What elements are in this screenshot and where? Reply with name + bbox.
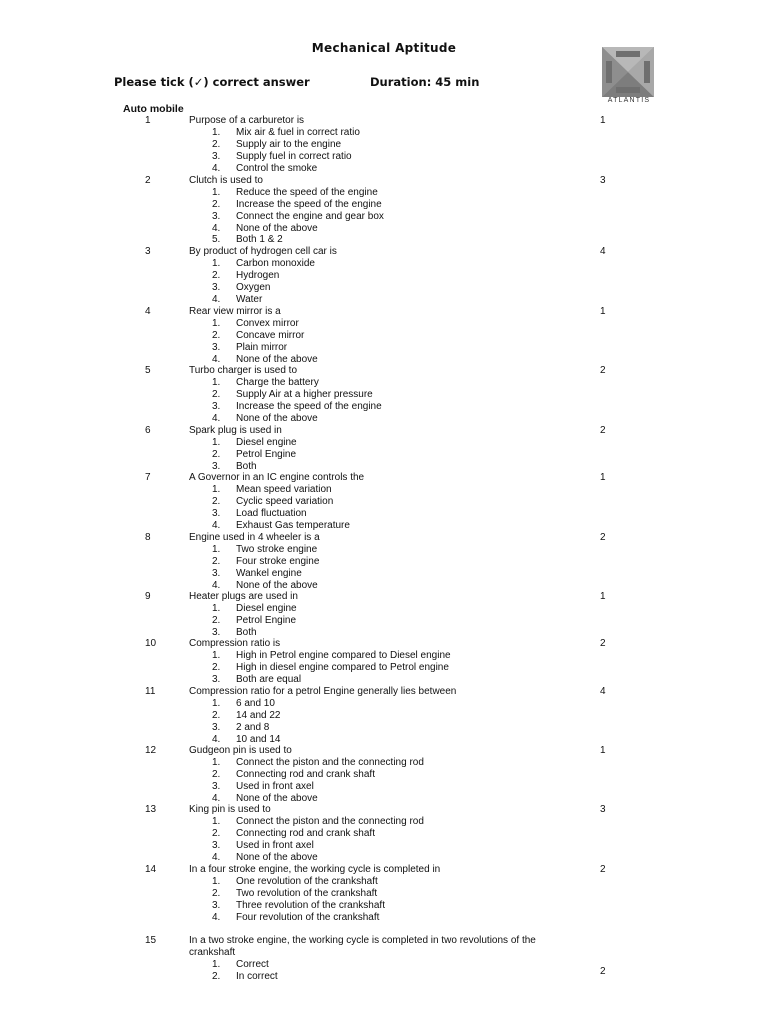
question-text: Engine used in 4 wheeler is a xyxy=(189,532,320,543)
option-number: 2. xyxy=(212,448,221,460)
question-text: Heater plugs are used in xyxy=(189,591,298,602)
question-answer: 1 xyxy=(600,745,606,756)
question-answer: 1 xyxy=(600,472,606,483)
question-answer: 3 xyxy=(600,175,606,186)
option-text: Both xyxy=(236,626,257,638)
option-text: Water xyxy=(236,293,263,305)
question-text: Rear view mirror is a xyxy=(189,306,281,317)
option-number: 2. xyxy=(212,768,221,780)
option-number: 1. xyxy=(212,697,221,709)
option-number: 2. xyxy=(212,329,221,341)
option-text: Charge the battery xyxy=(236,376,319,388)
option-text: Connecting rod and crank shaft xyxy=(236,768,375,780)
option-number: 2. xyxy=(212,970,221,982)
option-text: Three revolution of the crankshaft xyxy=(236,899,385,911)
option-text: 10 and 14 xyxy=(236,733,281,745)
instructions: Please tick (✓) correct answer xyxy=(114,75,310,89)
option-number: 2. xyxy=(212,661,221,673)
question-number: 11 xyxy=(145,686,156,697)
option-number: 5. xyxy=(212,234,221,246)
logo-text: ATLANTIS xyxy=(607,97,651,104)
option-text: Diesel engine xyxy=(236,436,297,448)
question-answer: 2 xyxy=(600,425,606,436)
question-text: By product of hydrogen cell car is xyxy=(189,246,337,257)
question-text: Clutch is used to xyxy=(189,175,263,186)
option-number: 4. xyxy=(212,733,221,745)
option-text: High in Petrol engine compared to Diesel engine xyxy=(236,649,451,661)
question-answer: 1 xyxy=(600,115,606,126)
option-text: Four stroke engine xyxy=(236,555,320,567)
question-number: 6 xyxy=(145,425,151,436)
option-text: Petrol Engine xyxy=(236,614,297,626)
option-text: None of the above xyxy=(236,412,318,424)
question-number: 8 xyxy=(145,532,151,543)
option-text: Increase the speed of the engine xyxy=(236,198,382,210)
option-number: 1. xyxy=(212,257,221,269)
option-text: 6 and 10 xyxy=(236,697,275,709)
question-answer: 1 xyxy=(600,306,606,317)
option-number: 1. xyxy=(212,649,221,661)
option-text: Two revolution of the crankshaft xyxy=(236,887,378,899)
question-text: Turbo charger is used to xyxy=(189,365,298,376)
option-number: 1. xyxy=(212,756,221,768)
option-text: Increase the speed of the engine xyxy=(236,400,382,412)
option-text: None of the above xyxy=(236,851,318,863)
option-number: 4. xyxy=(212,293,221,305)
option-number: 3. xyxy=(212,626,221,638)
option-text: Both 1 & 2 xyxy=(236,234,283,246)
question-number: 7 xyxy=(145,472,151,483)
option-number: 3. xyxy=(212,567,221,579)
question-answer: 3 xyxy=(600,804,606,815)
question-text: A Governor in an IC engine controls the xyxy=(189,472,365,483)
option-text: Carbon monoxide xyxy=(236,257,315,269)
section-heading: Auto mobile xyxy=(123,103,184,115)
option-number: 2. xyxy=(212,495,221,507)
option-text: Wankel engine xyxy=(236,567,302,579)
question-number: 13 xyxy=(145,804,157,815)
question-text: Gudgeon pin is used to xyxy=(189,745,292,756)
option-number: 3. xyxy=(212,899,221,911)
option-number: 3. xyxy=(212,150,221,162)
question-number: 5 xyxy=(145,365,151,376)
option-text: None of the above xyxy=(236,579,318,591)
option-number: 3. xyxy=(212,507,221,519)
option-text: Plain mirror xyxy=(236,341,288,353)
option-number: 4. xyxy=(212,222,221,234)
option-text: Connecting rod and crank shaft xyxy=(236,827,375,839)
option-number: 2. xyxy=(212,388,221,400)
option-text: Oxygen xyxy=(236,281,271,293)
question-text: King pin is used to xyxy=(189,804,271,815)
question-number: 9 xyxy=(145,591,151,602)
option-number: 3. xyxy=(212,341,221,353)
option-number: 3. xyxy=(212,839,221,851)
option-text: Exhaust Gas temperature xyxy=(236,519,350,531)
option-number: 3. xyxy=(212,673,221,685)
option-number: 4. xyxy=(212,353,221,365)
option-text: None of the above xyxy=(236,222,318,234)
option-number: 3. xyxy=(212,721,221,733)
question-number: 10 xyxy=(145,638,157,649)
option-number: 1. xyxy=(212,376,221,388)
question-number: 2 xyxy=(145,175,151,186)
atlantis-logo-icon xyxy=(602,47,654,97)
option-number: 2. xyxy=(212,269,221,281)
option-text: Both are equal xyxy=(236,673,302,685)
option-text: Four revolution of the crankshaft xyxy=(236,911,380,923)
question-text: Purpose of a carburetor is xyxy=(189,115,305,126)
option-text: Supply fuel in correct ratio xyxy=(236,150,352,162)
option-text: Mix air & fuel in correct ratio xyxy=(236,126,360,138)
question-answer: 1 xyxy=(600,591,606,602)
question-number: 1 xyxy=(145,115,151,126)
option-number: 4. xyxy=(212,579,221,591)
question-number: 15 xyxy=(145,935,157,946)
option-number: 1. xyxy=(212,436,221,448)
option-text: Reduce the speed of the engine xyxy=(236,186,378,198)
option-number: 2. xyxy=(212,138,221,150)
option-text: Concave mirror xyxy=(236,329,305,341)
question-answer: 2 xyxy=(600,532,606,543)
option-text: One revolution of the crankshaft xyxy=(236,875,378,887)
option-text: Used in front axel xyxy=(236,780,314,792)
question-number: 12 xyxy=(145,745,157,756)
question-number: 4 xyxy=(145,306,151,317)
option-text: 14 and 22 xyxy=(236,709,281,721)
option-number: 1. xyxy=(212,126,221,138)
option-text: None of the above xyxy=(236,792,318,804)
option-text: Connect the piston and the connecting rod xyxy=(236,815,424,827)
question-text: Compression ratio is xyxy=(189,638,281,649)
option-number: 2. xyxy=(212,887,221,899)
page-title: Mechanical Aptitude xyxy=(311,41,457,55)
question-answer: 2 xyxy=(600,365,606,376)
option-number: 2. xyxy=(212,198,221,210)
option-number: 3. xyxy=(212,281,221,293)
option-text: Control the smoke xyxy=(236,162,318,174)
option-text: Correct xyxy=(236,958,269,970)
option-text: Diesel engine xyxy=(236,602,297,614)
question-answer: 2 xyxy=(600,965,606,977)
option-text: Petrol Engine xyxy=(236,448,297,460)
option-number: 1. xyxy=(212,317,221,329)
option-number: 4. xyxy=(212,851,221,863)
duration: Duration: 45 min xyxy=(370,75,480,89)
option-number: 2. xyxy=(212,614,221,626)
question-answer: 2 xyxy=(600,638,606,649)
option-text: None of the above xyxy=(236,353,318,365)
option-text: Connect the piston and the connecting rod xyxy=(236,756,424,768)
option-number: 3. xyxy=(212,210,221,222)
option-number: 1. xyxy=(212,958,221,970)
option-number: 2. xyxy=(212,555,221,567)
question-answer: 2 xyxy=(600,864,606,875)
question-text: In a four stroke engine, the working cycle is completed in xyxy=(189,864,441,875)
option-number: 3. xyxy=(212,400,221,412)
question-text: Spark plug is used in xyxy=(189,425,282,436)
option-text: Supply Air at a higher pressure xyxy=(236,388,373,400)
option-number: 1. xyxy=(212,483,221,495)
option-text: Both xyxy=(236,460,257,472)
option-text: 2 and 8 xyxy=(236,721,270,733)
option-text: Connect the engine and gear box xyxy=(236,210,384,222)
option-number: 2. xyxy=(212,827,221,839)
option-number: 3. xyxy=(212,460,221,472)
option-text: Mean speed variation xyxy=(236,483,332,495)
option-number: 4. xyxy=(212,162,221,174)
option-number: 1. xyxy=(212,602,221,614)
question-number: 3 xyxy=(145,246,151,257)
question-answer: 4 xyxy=(600,246,606,257)
question-text: Compression ratio for a petrol Engine generally lies between xyxy=(189,686,457,697)
question-text: In a two stroke engine, the working cycle is completed in two revolutions of the crankshaft xyxy=(189,935,536,958)
option-text: Load fluctuation xyxy=(236,507,307,519)
option-number: 1. xyxy=(212,815,221,827)
option-number: 1. xyxy=(212,543,221,555)
option-text: Used in front axel xyxy=(236,839,314,851)
option-number: 4. xyxy=(212,911,221,923)
option-text: Convex mirror xyxy=(236,317,299,329)
question-answer: 4 xyxy=(600,686,606,697)
option-text: Two stroke engine xyxy=(236,543,318,555)
option-number: 3. xyxy=(212,780,221,792)
option-number: 4. xyxy=(212,792,221,804)
option-number: 2. xyxy=(212,709,221,721)
option-text: Hydrogen xyxy=(236,269,280,281)
option-number: 1. xyxy=(212,186,221,198)
option-number: 4. xyxy=(212,412,221,424)
option-text: High in diesel engine compared to Petrol engine xyxy=(236,661,449,673)
option-number: 1. xyxy=(212,875,221,887)
option-text: In correct xyxy=(236,970,278,982)
option-number: 4. xyxy=(212,519,221,531)
option-text: Cyclic speed variation xyxy=(236,495,334,507)
question-number: 14 xyxy=(145,864,157,875)
option-text: Supply air to the engine xyxy=(236,138,342,150)
